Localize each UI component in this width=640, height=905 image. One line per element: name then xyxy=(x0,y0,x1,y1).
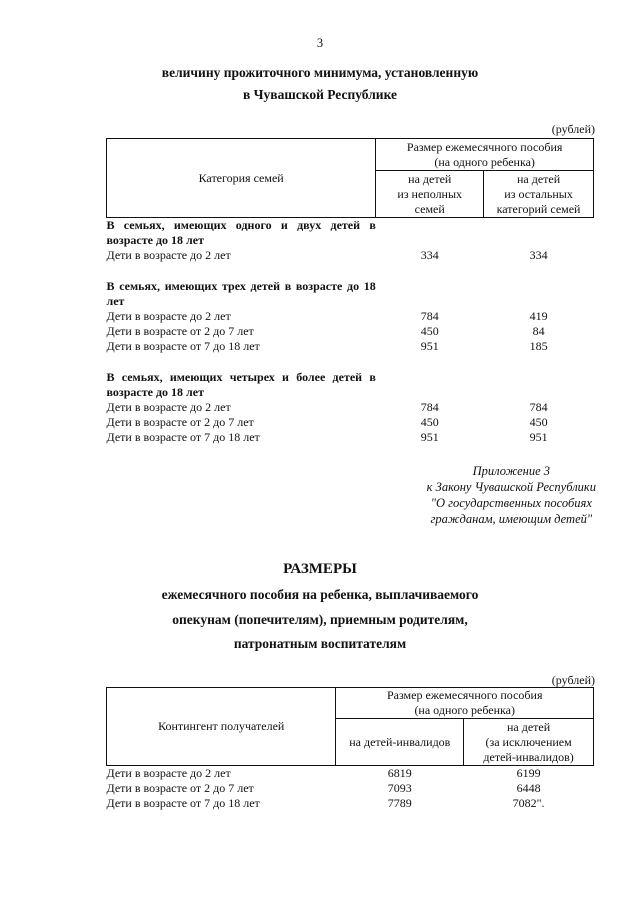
row-label: Дети в возрасте от 7 до 18 лет xyxy=(106,430,260,444)
value-other: 6448 xyxy=(516,781,541,795)
heading-line-2: в Чувашской Республике xyxy=(242,87,398,102)
section-subtitle-line-1: ежемесячного пособия на ребенка, выплачиваемого xyxy=(161,587,479,602)
value-single-parent: 450 xyxy=(420,324,439,338)
header-allowance-size: Размер ежемесячного пособия (на одного ребенка) xyxy=(336,688,594,719)
row-label: Дети в возрасте до 2 лет xyxy=(106,766,231,780)
value-single-parent: 951 xyxy=(420,339,439,353)
section-subtitle-line-2: опекунам (попечителям), приемным родителям, xyxy=(172,612,468,627)
value-other: 419 xyxy=(529,309,548,323)
table-row xyxy=(107,324,594,339)
row-label: Дети в возрасте до 2 лет xyxy=(106,400,231,414)
annex-line: к Закону Чувашской Республики xyxy=(426,480,596,494)
table1-unit: (рублей) xyxy=(551,122,595,136)
value-other: 6199 xyxy=(516,766,541,780)
row-label: Дети в возрасте до 2 лет xyxy=(106,309,231,323)
value-other: 784 xyxy=(529,400,548,414)
page-number: 3 xyxy=(316,36,324,50)
table-row xyxy=(107,430,594,445)
annex-line: Приложение 3 xyxy=(472,464,551,478)
header-single-parent: на детей из неполных семей xyxy=(376,171,484,218)
value-other: 7082". xyxy=(512,796,545,810)
section-subtitle-line-3: патронатным воспитателям xyxy=(233,636,407,651)
header-allowance-size: Размер ежемесячного пособия (на одного ребенка) xyxy=(376,139,594,171)
table-row xyxy=(107,309,594,324)
value-other: 84 xyxy=(532,324,545,338)
value-disabled: 6819 xyxy=(387,766,412,780)
value-disabled: 7093 xyxy=(387,781,412,795)
table-row xyxy=(107,400,594,415)
value-single-parent: 784 xyxy=(420,309,439,323)
value-other: 185 xyxy=(529,339,548,353)
row-label: Дети в возрасте от 7 до 18 лет xyxy=(106,339,260,353)
table-row xyxy=(107,796,594,811)
value-single-parent: 334 xyxy=(420,248,439,262)
group-title: В семьях, имеющих трех детей в возрасте до 18 лет xyxy=(106,279,376,308)
value-single-parent: 450 xyxy=(420,415,439,429)
table2-unit: (рублей) xyxy=(551,673,595,687)
table-row xyxy=(107,766,594,782)
header-recipients: Контингент получателей xyxy=(107,688,336,766)
row-label: Дети в возрасте от 2 до 7 лет xyxy=(106,324,254,338)
header-other-children: на детей (за исключением детей-инвалидов) xyxy=(464,719,594,766)
value-other: 951 xyxy=(529,430,548,444)
value-other: 450 xyxy=(529,415,548,429)
family-allowance-table xyxy=(106,138,594,445)
value-disabled: 7789 xyxy=(387,796,412,810)
annex-line: гражданам, имеющим детей" xyxy=(430,512,593,526)
row-label: Дети в возрасте от 2 до 7 лет xyxy=(106,415,254,429)
row-label: Дети в возрасте от 2 до 7 лет xyxy=(106,781,254,795)
annex-line: "О государственных пособиях xyxy=(430,496,592,510)
table-row xyxy=(107,339,594,354)
value-single-parent: 784 xyxy=(420,400,439,414)
table-row xyxy=(107,781,594,796)
section-title: РАЗМЕРЫ xyxy=(283,561,357,577)
header-other-families: на детей из остальных категорий семей xyxy=(484,171,594,218)
group-title: В семьях, имеющих четырех и более детей в возрасте до 18 лет xyxy=(106,370,376,399)
table-row xyxy=(107,415,594,430)
row-label: Дети в возрасте до 2 лет xyxy=(106,248,231,262)
row-label: Дети в возрасте от 7 до 18 лет xyxy=(106,796,260,810)
value-single-parent: 951 xyxy=(420,430,439,444)
table-row xyxy=(107,248,594,263)
annex-note xyxy=(427,463,596,527)
group-title: В семьях, имеющих одного и двух детей в возрасте до 18 лет xyxy=(106,218,376,247)
heading-line-1: величину прожиточного минимума, установленную xyxy=(161,65,479,80)
header-category: Категория семей xyxy=(107,139,376,218)
header-disabled-children: на детей-инвалидов xyxy=(336,719,464,766)
guardian-allowance-table xyxy=(106,687,594,811)
value-other: 334 xyxy=(529,248,548,262)
